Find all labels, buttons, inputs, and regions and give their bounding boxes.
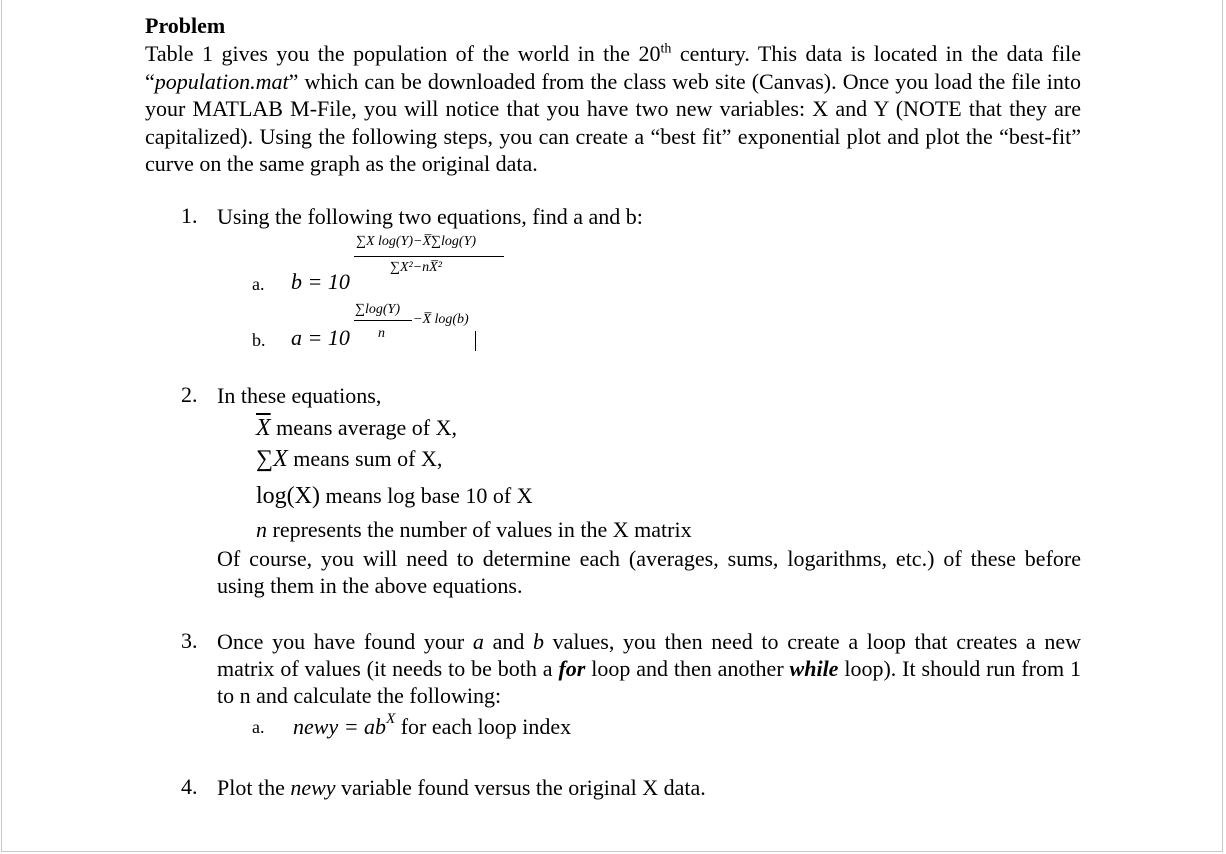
- formula-newy-exponent: X: [386, 710, 396, 727]
- step-4-text: [217, 774, 706, 801]
- equation-b: [291, 269, 350, 295]
- equation-a: [291, 325, 350, 351]
- step-4-var-newy: newy: [290, 775, 336, 800]
- problem-title: Problem: [145, 13, 226, 38]
- step-3-text-2: and: [483, 629, 533, 654]
- step-4-text-1: Plot the: [217, 775, 291, 800]
- equation-b-exp-denominator: ∑X²−nX̅²: [390, 260, 442, 275]
- step-2-number: 2.: [181, 382, 198, 407]
- step-4-text-2: variable found versus the original X data.: [335, 775, 706, 800]
- intro-filename: population.mat: [154, 68, 289, 94]
- equation-a-exp-tail: −X̅ log(b): [413, 312, 469, 327]
- definition-sum-text: means sum of X,: [287, 446, 443, 471]
- equation-a-exp-denominator: n: [378, 326, 385, 341]
- step-3-text-5: loop). It should run from 1 to n and calculate the following:: [217, 656, 1081, 708]
- definition-sum: [256, 445, 442, 473]
- step-3-text-3: values, you then need to create a loop that creates a new matrix of values (it needs to be both a: [217, 629, 1081, 681]
- definition-average: [256, 414, 457, 442]
- formula-newy-lhs: newy = ab: [293, 714, 387, 739]
- definition-average-text: means average of X,: [270, 415, 457, 440]
- definition-n-text: represents the number of values in the X matrix: [267, 517, 692, 542]
- step-3-var-a: a: [472, 629, 484, 654]
- step-3-text: [217, 628, 1081, 709]
- formula-newy-rest: for each loop index: [395, 714, 572, 739]
- step-1a-label: a.: [252, 274, 265, 294]
- symbol-sum-x: ∑X: [256, 446, 288, 472]
- text-cursor: [475, 331, 476, 351]
- step-4-number: 4.: [181, 774, 198, 799]
- step-1-number: 1.: [181, 203, 198, 228]
- step-3-for-keyword: for: [558, 656, 586, 681]
- equation-b-lhs: b = 10: [291, 269, 350, 294]
- definition-log: [256, 482, 533, 510]
- formula-newy: [293, 710, 572, 740]
- step-3a-label: a.: [252, 717, 265, 737]
- intro-paragraph: [145, 40, 1081, 178]
- intro-text-2: century. This data is located in the data file “: [145, 41, 1081, 94]
- step-2-text: In these equations,: [217, 383, 382, 408]
- step-2-note: Of course, you will need to determine each (averages, sums, logarithms, etc.) of these before using them in the above equations.: [217, 546, 1081, 598]
- step-3-number: 3.: [181, 628, 198, 653]
- step-3-var-b: b: [533, 629, 544, 654]
- fraction-bar-b: [354, 256, 504, 257]
- equation-a-lhs: a = 10: [291, 325, 350, 350]
- fraction-bar-a: [354, 320, 412, 321]
- symbol-log-x: log(X): [256, 483, 320, 509]
- symbol-xbar: $\overline{X}$: [256, 415, 271, 441]
- step-3-text-1: Once you have found your: [217, 629, 473, 654]
- equation-b-exp-numerator: ∑X log(Y)−X̅∑log(Y): [356, 234, 477, 249]
- equation-a-exp-numerator: ∑log(Y): [355, 302, 400, 317]
- step-1b-label: b.: [252, 330, 266, 350]
- step-3-while-keyword: while: [789, 656, 839, 681]
- intro-text-1: Table 1 gives you the population of the world in the 20: [145, 41, 661, 66]
- definition-n: [256, 516, 692, 543]
- step-3-text-4: loop and then another: [585, 656, 790, 681]
- definition-log-text: means log base 10 of X: [319, 483, 533, 508]
- intro-text-3: ” which can be downloaded from the class web site (Canvas). Once you load the file into your MATLAB M-File, you will notice that you have two new variables: X and Y (NOTE that they are capitalized). Using the following steps, you can create a “best fit” exponential plot and plot the “best-fit” curve on the same graph as the original data.: [145, 68, 1081, 176]
- intro-sup: th: [660, 41, 672, 57]
- symbol-n: n: [256, 517, 267, 542]
- step-1-text: Using the following two equations, find a and b:: [217, 204, 643, 229]
